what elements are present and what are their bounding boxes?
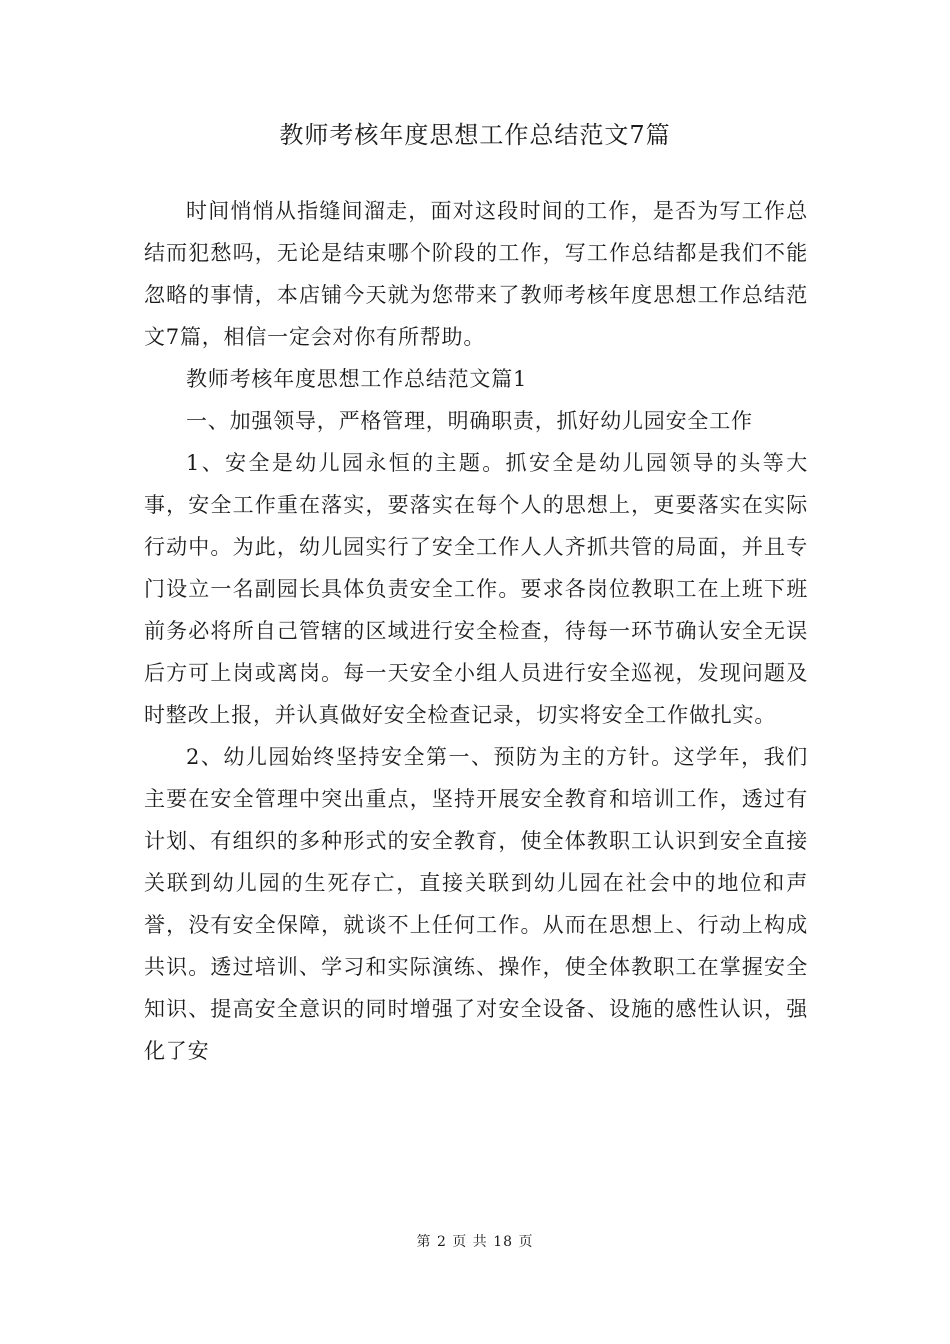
body-paragraph: 2、幼儿园始终坚持安全第一、预防为主的方针。这学年，我们主要在安全管理中突出重点，坚持开展安全教育和培训工作，透过有计划、有组织的多种形式的安全教育，使全体教职工认识到安全直接关联到幼儿园的生死存亡，直接关联到幼儿园在社会中的地位和声誉，没有安全保障，就谈不上任何工作。从而在思想上、行动上构成共识。透过培训、学习和实际演练、操作，使全体教职工在掌握安全知识、提高安全意识的同时增强了对安全设备、设施的感性认识，强化了安: [144, 745, 808, 1063]
page-number: 第 2 页 共 18 页: [416, 1234, 534, 1250]
body-paragraph: 1、安全是幼儿园永恒的主题。抓安全是幼儿园领导的头等大事，安全工作重在落实，要落实在每个人的思想上，更要落实在实际行动中。为此，幼儿园实行了安全工作人人齐抓共管的局面，并且专门设立一名副园长具体负责安全工作。要求各岗位教职工在上班下班前务必将所自己管辖的区域进行安全检查，待每一环节确认安全无误后方可上岗或离岗。每一天安全小组人员进行安全巡视，发现问题及时整改上报，并认真做好安全检查记录，切实将安全工作做扎实。: [144, 451, 808, 727]
subsection-heading: 一、加强领导，严格管理，明确职责，抓好幼儿园安全工作: [186, 409, 753, 433]
section-heading: 教师考核年度思想工作总结范文篇1: [186, 367, 528, 391]
document-title: 教师考核年度思想工作总结范文7篇: [279, 121, 671, 149]
document-body: [144, 190, 808, 1072]
intro-paragraph: 时间悄悄从指缝间溜走，面对这段时间的工作，是否为写工作总结而犯愁吗，无论是结束哪个阶段的工作，写工作总结都是我们不能忽略的事情，本店铺今天就为您带来了教师考核年度思想工作总结范文7篇，相信一定会对你有所帮助。: [144, 199, 808, 349]
